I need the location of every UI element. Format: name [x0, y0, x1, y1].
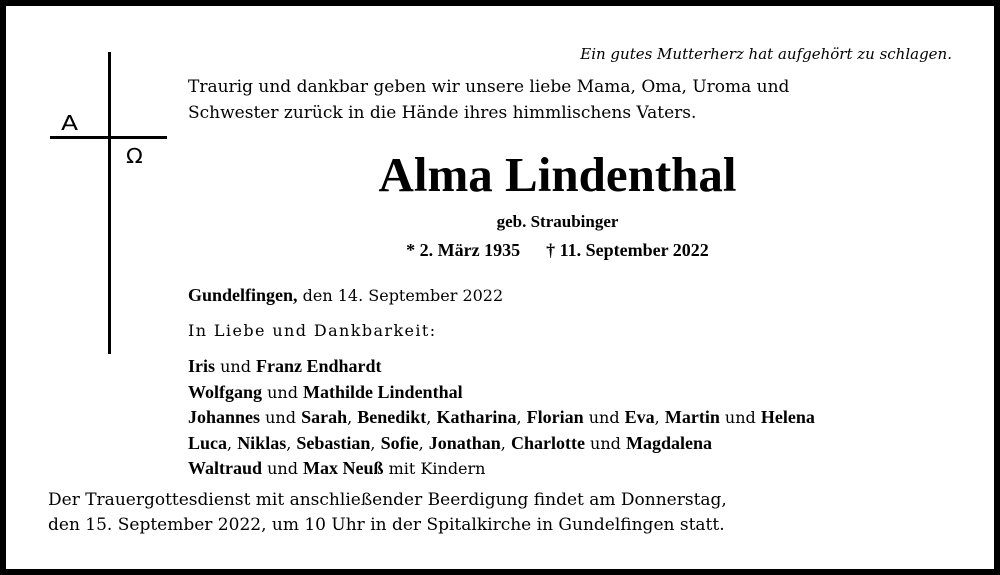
mourners-intro: In Liebe und Dankbarkeit: — [188, 321, 437, 340]
alpha-symbol: A — [61, 111, 79, 135]
mourner-line: Johannes und Sarah, Benedikt, Katharina, Florian und Eva, Martin und Helena — [188, 407, 815, 427]
death-date: † 11. September 2022 — [546, 240, 709, 260]
mourner-line: Waltraud und Max Neuß mit Kindern — [188, 458, 486, 478]
omega-symbol: Ω — [126, 144, 143, 168]
birth-date: * 2. März 1935 — [406, 240, 521, 260]
cross-horizontal-bar — [50, 136, 167, 139]
notice-date: den 14. September 2022 — [302, 286, 504, 305]
intro-text — [188, 74, 789, 126]
motto: Ein gutes Mutterherz hat aufgehört zu schlagen. — [580, 45, 952, 63]
place: Gundelfingen, — [188, 285, 298, 305]
service-info — [48, 488, 727, 538]
mourner-line: Luca, Niklas, Sebastian, Sofie, Jonathan, Charlotte und Magdalena — [188, 432, 712, 453]
service-line-1: Der Trauergottesdienst mit anschließender Beerdigung findet am Donnerstag, — [48, 490, 727, 510]
cross-vertical-bar — [108, 52, 111, 354]
service-line-2: den 15. September 2022, um 10 Uhr in der Spitalkirche in Gundelfingen statt. — [48, 515, 725, 535]
life-dates — [0, 240, 1000, 261]
place-date-line — [188, 285, 503, 306]
intro-line-1: Traurig und dankbar geben wir unsere liebe Mama, Oma, Uroma und — [188, 77, 790, 97]
maiden-name: geb. Straubinger — [496, 212, 619, 231]
intro-line-2: Schwester zurück in die Hände ihres himmlischens Vaters. — [188, 103, 697, 123]
mourner-line: Iris und Franz Endhardt — [188, 356, 382, 376]
mourners-list — [188, 354, 815, 482]
deceased-name: Alma Lindenthal — [378, 147, 737, 202]
mourner-line: Wolfgang und Mathilde Lindenthal — [188, 381, 463, 402]
